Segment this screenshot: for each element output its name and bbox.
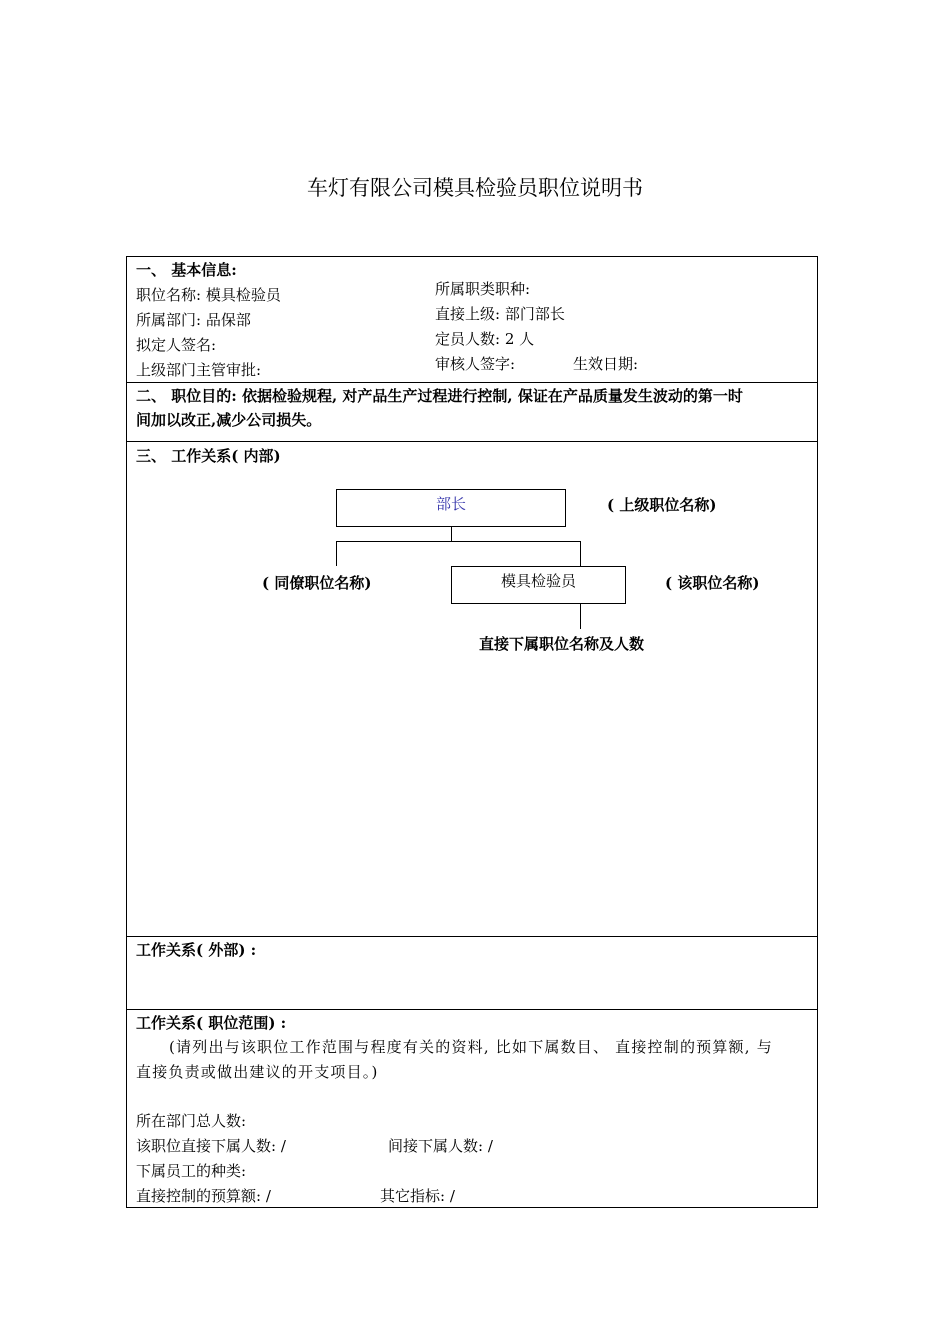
effective-date-field: 生效日期: xyxy=(573,355,639,373)
document-title: 车灯有限公司模具检验员职位说明书 xyxy=(307,176,643,200)
section-divider xyxy=(127,936,817,937)
section3-heading: 三、 工作关系( 内部) xyxy=(136,447,281,465)
section-divider xyxy=(127,1009,817,1010)
purpose-line-2: 间加以改正,减少公司损失。 xyxy=(136,411,322,429)
superior-approval-field: 上级部门主管审批: xyxy=(136,361,262,379)
org-connector xyxy=(336,541,581,542)
other-indicators-field: 其它指标: / xyxy=(380,1187,455,1205)
org-label-superior: ( 上级职位名称) xyxy=(607,496,717,514)
org-connector xyxy=(451,527,452,541)
org-connector xyxy=(580,604,581,629)
dept-total-field: 所在部门总人数: xyxy=(136,1112,247,1130)
org-connector xyxy=(580,541,581,567)
subordinate-types-field: 下属员工的种类: xyxy=(136,1162,247,1180)
indirect-subordinates-field: 间接下属人数: / xyxy=(388,1137,493,1155)
scope-note-line-2: 直接负责或做出建议的开支项目。) xyxy=(136,1063,379,1081)
org-box-self: 模具检验员 xyxy=(451,566,626,604)
job-category-field: 所属职类职种: xyxy=(435,280,531,298)
headcount-field: 定员人数: 2 人 xyxy=(435,330,535,348)
org-box-superior: 部长 xyxy=(336,489,566,527)
org-label-self: ( 该职位名称) xyxy=(665,574,760,592)
drafter-signature-field: 拟定人签名: xyxy=(136,336,217,354)
purpose-line-1: 二、 职位目的: 依据检验规程, 对产品生产过程进行控制, 保证在产品质量发生波动的第一时 xyxy=(136,387,743,405)
scope-note-line-1: (请列出与该职位工作范围与程度有关的资料, 比如下属数目、 直接控制的预算额, 与 xyxy=(169,1038,773,1056)
job-description-form xyxy=(126,256,818,1208)
direct-subordinates-field: 该职位直接下属人数: / xyxy=(136,1137,286,1155)
position-name-field: 职位名称: 模具检验员 xyxy=(136,286,281,304)
section-divider xyxy=(127,441,817,442)
direct-superior-field: 直接上级: 部门部长 xyxy=(435,305,565,323)
section-divider xyxy=(127,382,817,383)
scope-heading: 工作关系( 职位范围) : xyxy=(136,1014,287,1032)
reviewer-signature-field: 审核人签字: xyxy=(435,355,516,373)
external-relations-heading: 工作关系( 外部) : xyxy=(136,941,257,959)
org-label-subordinates: 直接下属职位名称及人数 xyxy=(479,635,645,653)
section1-heading: 一、 基本信息: xyxy=(136,261,237,279)
budget-field: 直接控制的预算额: / xyxy=(136,1187,271,1205)
org-label-peer: ( 同僚职位名称) xyxy=(262,574,372,592)
department-field: 所属部门: 品保部 xyxy=(136,311,251,329)
org-connector xyxy=(336,541,337,566)
